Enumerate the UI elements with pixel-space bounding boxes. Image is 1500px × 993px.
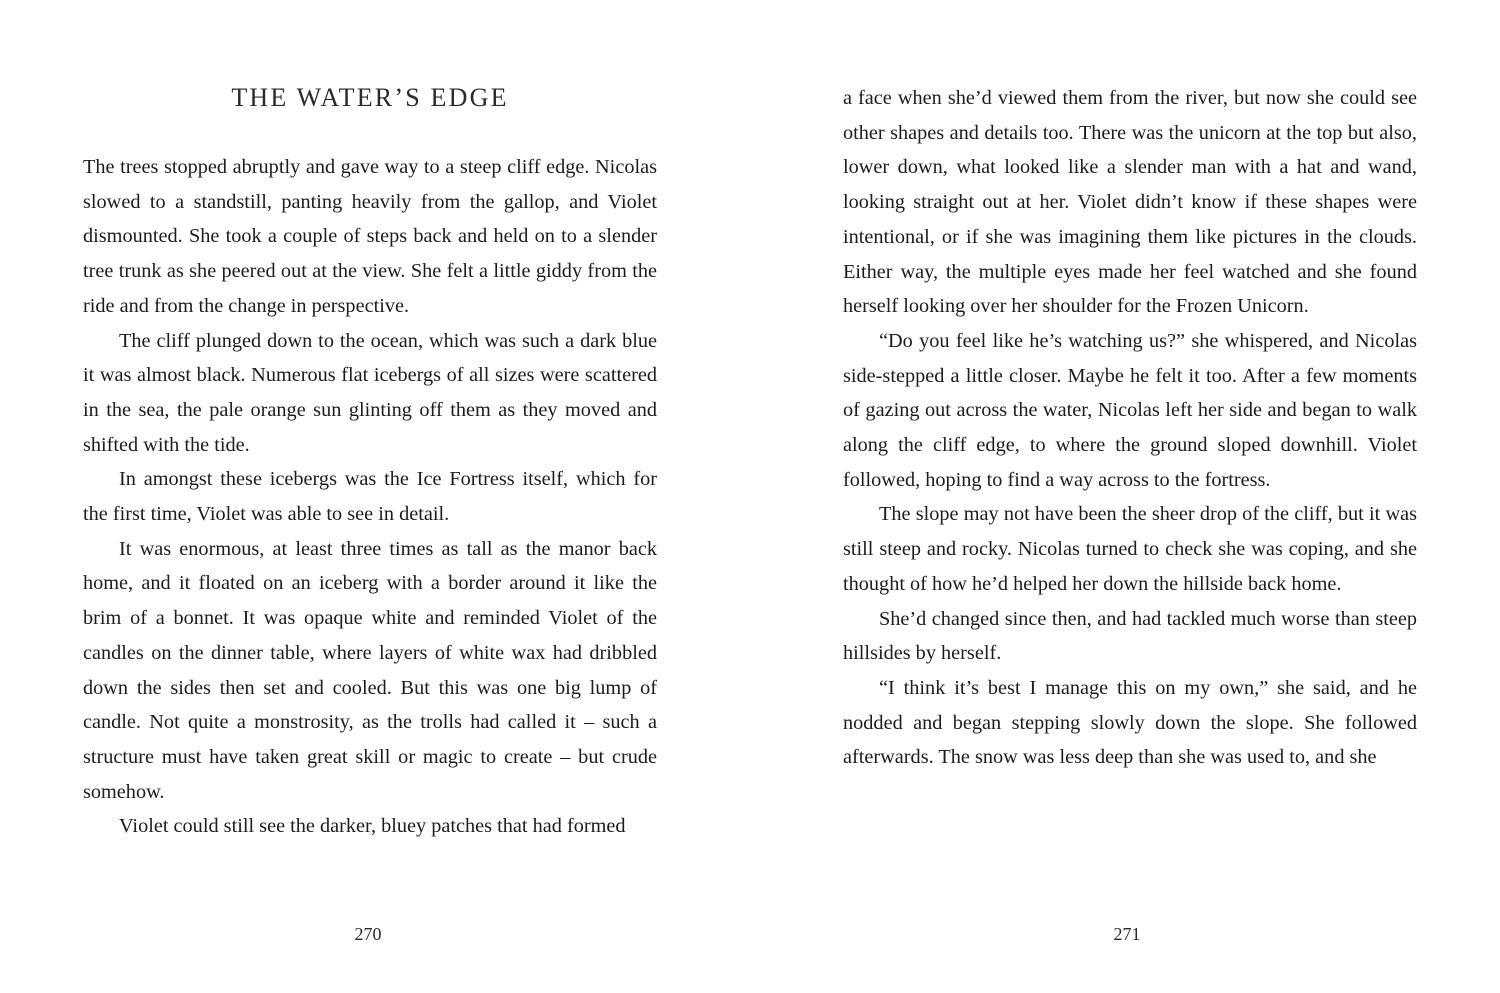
left-page-body [83, 150, 657, 844]
paragraph: In amongst these icebergs was the Ice Fortress itself, which for the first time, Violet was able to see in detail. [83, 468, 657, 526]
paragraph: a face when she’d viewed them from the river, but now she could see other shapes and details too. There was the unicorn at the top but also, lower down, what looked like a slender man with a hat and wand, looking straight out at her. Violet didn’t know if these shapes were intentional, or if she was imagining them like pictures in the clouds. Either way, the multiple eyes made her feel watched and she found herself looking over her shoulder for the Frozen Unicorn. [843, 87, 1417, 318]
paragraph: It was enormous, at least three times as tall as the manor back home, and it floated on an iceberg with a border around it like the brim of a bonnet. It was opaque white and reminded Violet of the candles on the dinner table, where layers of white wax had dribbled down the sides then set and cooled. But this was one big lump of candle. Not quite a monstrosity, as the trolls had called it – such a structure must have taken great skill or magic to create – but crude somehow. [83, 537, 657, 803]
page-number: 271 [1113, 924, 1141, 944]
paragraph: “I think it’s best I manage this on my own,” she said, and he nodded and began stepping slowly down the slope. She followed afterwards. The snow was less deep than she was used to, and she [843, 676, 1417, 769]
paragraph: Violet could still see the darker, bluey patches that had formed [119, 815, 626, 838]
paragraph: “Do you feel like he’s watching us?” she whispered, and Nicolas side-stepped a little closer. Maybe he felt it too. After a few moments of gazing out across the water, Nicolas left her side and began to walk along the cliff edge, to where the ground sloped downhill. Violet followed, hoping to find a way across to the fortress. [843, 329, 1417, 491]
paragraph: The trees stopped abruptly and gave way to a steep cliff edge. Nicolas slowed to a standstill, panting heavily from the gallop, and Violet dismounted. She took a couple of steps back and held on to a slender tree trunk as she peered out at the view. She felt a little giddy from the ride and from the change in perspective. [83, 156, 657, 317]
left-page [83, 0, 657, 993]
paragraph: The cliff plunged down to the ocean, which was such a dark blue it was almost black. Numerous flat icebergs of all sizes were scattered in the sea, the pale orange sun glinting off them as they moved and shifted with the tide. [83, 329, 657, 456]
chapter-title: THE WATER’S EDGE [231, 83, 509, 112]
page-number: 270 [354, 924, 382, 944]
paragraph: She’d changed since then, and had tackled much worse than steep hillsides by herself. [843, 607, 1417, 665]
right-page [843, 0, 1417, 993]
right-page-body [843, 81, 1417, 775]
paragraph: The slope may not have been the sheer drop of the cliff, but it was still steep and rocky. Nicolas turned to check she was coping, and she thought of how he’d helped her down the hillside back home. [843, 503, 1417, 595]
